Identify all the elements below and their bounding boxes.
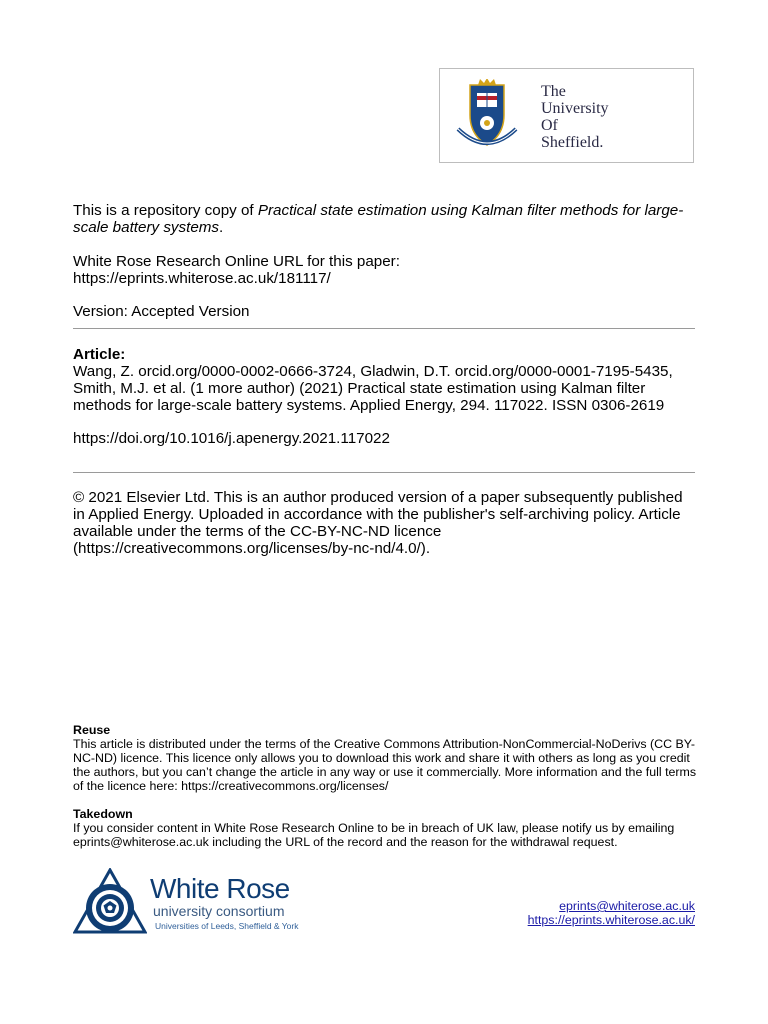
university-name-line-4: Sheffield. xyxy=(541,134,604,151)
article-block xyxy=(73,346,698,414)
white-rose-universities: Universities of Leeds, Sheffield & York xyxy=(155,921,299,931)
takedown-body: If you consider content in White Rose Research Online to be in breach of UK law, please notify us by emailing eprints@whiterose.ac.uk including the URL of the record and the reason for the withdrawal request. xyxy=(73,821,675,849)
divider-top xyxy=(73,328,695,329)
url-block xyxy=(73,253,698,287)
url-label: White Rose Research Online URL for this paper: xyxy=(73,253,400,270)
footer-links xyxy=(528,899,695,927)
intro-suffix: . xyxy=(219,219,224,236)
reuse-body: This article is distributed under the terms of the Creative Commons Attribution-NonCommercial-NoDerivs (CC BY-NC-ND) licence. This licence only allows you to download this work and share it with others as long as you credit the authors, but you can’t change the article in any way or use it commercially. More information and the full terms of the licence here: https://creativecommons.org/licenses/ xyxy=(73,737,697,793)
paper-title: Practical state estimation using Kalman filter methods for large-scale battery systems xyxy=(73,202,684,236)
university-name xyxy=(541,83,691,151)
university-name-line-1: The xyxy=(541,83,566,100)
version-line: Version: Accepted Version xyxy=(73,303,250,320)
article-citation: Wang, Z. orcid.org/0000-0002-0666-3724, Gladwin, D.T. orcid.org/0000-0001-7195-5435, Smith, M.J. et al. (1 more author) (2021) Practical state estimation using Kalman filter methods for large-scale battery systems. Applied Energy, 294. 117022. ISSN 0306-2619 xyxy=(73,363,673,414)
white-rose-emblem-icon xyxy=(73,868,147,940)
white-rose-logo xyxy=(73,866,298,942)
university-logo xyxy=(439,68,694,163)
white-rose-subtitle: university consortium xyxy=(153,903,285,919)
article-doi: https://doi.org/10.1016/j.apenergy.2021.117022 xyxy=(73,430,390,447)
divider-bottom xyxy=(73,472,695,473)
university-name-line-2: University xyxy=(541,100,609,117)
intro-prefix: This is a repository copy of xyxy=(73,202,258,219)
email-link[interactable]: eprints@whiterose.ac.uk xyxy=(559,899,695,913)
reuse-heading: Reuse xyxy=(73,723,111,737)
takedown-section xyxy=(73,807,698,849)
repository-intro xyxy=(73,202,698,236)
takedown-heading: Takedown xyxy=(73,807,133,821)
university-crest-icon xyxy=(456,79,536,154)
reuse-section xyxy=(73,723,698,793)
article-heading: Article: xyxy=(73,346,126,363)
paper-url: https://eprints.whiterose.ac.uk/181117/ xyxy=(73,270,331,287)
site-link[interactable]: https://eprints.whiterose.ac.uk/ xyxy=(527,913,695,927)
university-name-line-3: Of xyxy=(541,117,558,134)
white-rose-title: White Rose xyxy=(150,873,290,904)
copyright-notice: © 2021 Elsevier Ltd. This is an author produced version of a paper subsequently published in Applied Energy. Uploaded in accordance with the publisher's self-archiving policy. Article available under the terms of the CC-BY-NC-ND licence (https://creativecommons.org/licenses/by-nc-nd/4.0/). xyxy=(73,489,683,557)
